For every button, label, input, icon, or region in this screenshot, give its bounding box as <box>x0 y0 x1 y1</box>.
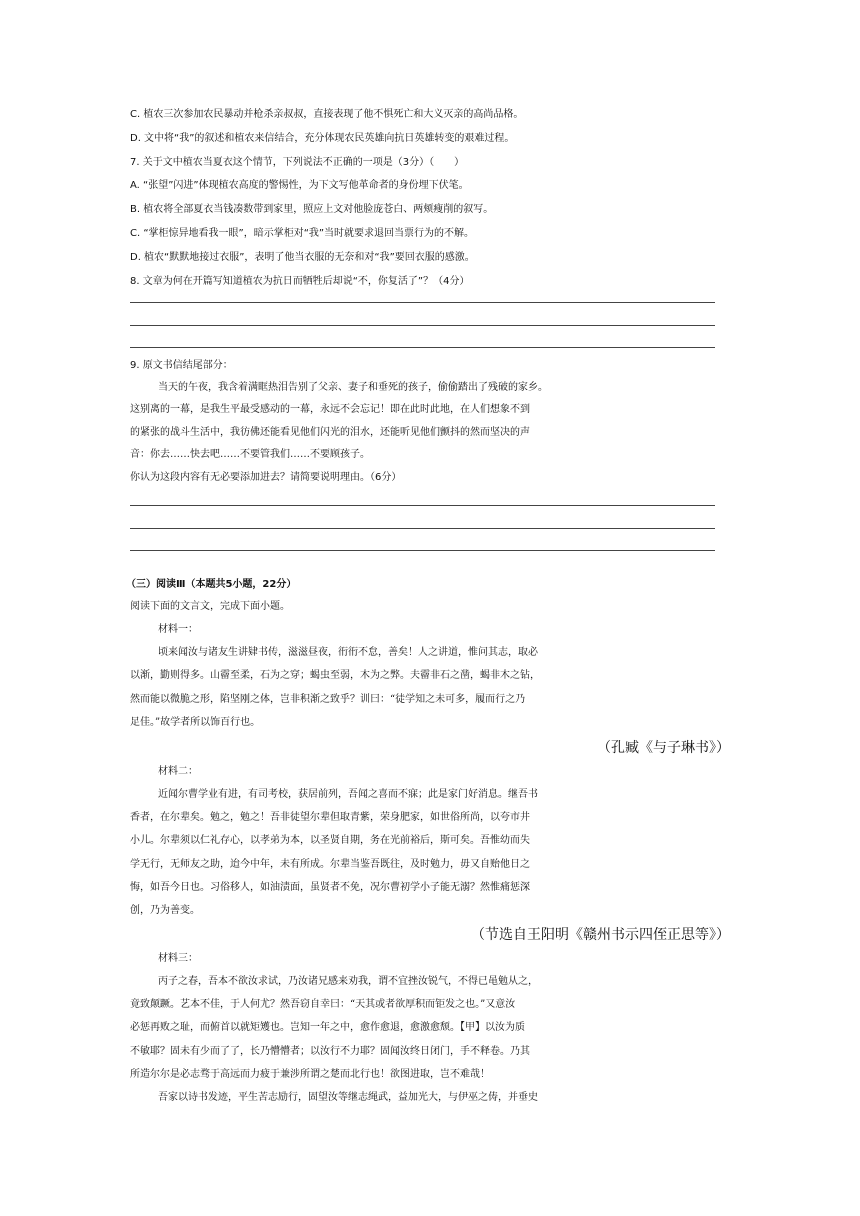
q9-question: 你认为这段内容有无必要添加进去？请简要说明理由。（6分） <box>130 472 402 483</box>
material-3-line: 吾家以诗书发迹，平生苦志励行，固望汝等继志绳武，益加光大，与伊巫之俦，并垂史 <box>158 1092 538 1103</box>
answer-line <box>130 550 715 551</box>
q9-intro: 9. 原文书信结尾部分： <box>130 360 233 371</box>
material-3-line: 丙子之春，吾本不欲汝求试，乃汝诸兄感来劝我，谓不宜挫汝锐气，不得已黾勉从之， <box>158 976 538 987</box>
q7-option-c: C. “掌柜惊异地看我一眼”，暗示掌柜对“我”当时就要求退回当票行为的不解。 <box>130 228 475 239</box>
q7-option-b: B. 植农将全部夏衣当钱凑数带到家里，照应上文对他脸庞苍白、两颊瘦削的叙写。 <box>130 204 494 215</box>
material-2-line: 香者，在尔辈矣。勉之，勉之！吾非徒望尔辈但取青紫，荣身肥家，如世俗所尚，以夸市井 <box>130 812 530 823</box>
material-3-line: 竟致颠蹶。艺本不佳，于人何尤？然吾窃自幸曰：“天其或者欲厚积而钜发之也。”又意汝 <box>130 999 516 1010</box>
material-2-line: 近闻尔曹学业有进，有司考校，获居前列，吾闻之喜而不寐；此是家门好消息。继吾书 <box>158 789 538 800</box>
material-3-line: 所造尔尔是必志骛于高远而力疲于兼涉所谓之楚而北行也！欲图进取，岂不难哉！ <box>130 1069 490 1080</box>
answer-line <box>130 505 715 506</box>
material-1-source: （孔臧《与子琳书》） <box>597 740 730 756</box>
material-1-line: 足佳。”故学者所以饰百行也。 <box>130 717 261 728</box>
material-1-label: 材料一： <box>158 624 198 635</box>
q7-option-a: A. “张望”闪进”体现植农高度的警惕性，为下文写他革命者的身份埋下伏笔。 <box>130 180 469 191</box>
material-2-line: 悔，如吾今日也。习俗移人，如油渍面，虽贤者不免，况尔曹初学小子能无溺？然惟痛惩深 <box>130 882 530 893</box>
q7-option-d: D. 植农“默默地接过衣服”，表明了他当衣服的无奈和对“我”要回衣服的感激。 <box>130 252 475 263</box>
material-1-line: 然而能以微脆之形，陷坚刚之体，岂非积渐之致乎？训曰：“徒学知之未可多，履而行之乃 <box>130 694 526 705</box>
q9-quote-line: 音：你去……快去吧……不要管我们……不要顾孩子。 <box>130 449 370 460</box>
material-2-line: 创，乃为善变。 <box>130 905 200 916</box>
q9-quote-line: 的紧张的战斗生活中，我彷佛还能看见他们闪光的泪水，还能听见他们颤抖的然而坚决的声 <box>130 427 530 438</box>
answer-line <box>130 528 715 529</box>
answer-line <box>130 302 715 303</box>
q8-stem: 8. 文章为何在开篇写知道植农为抗日而牺牲后却说“不，你复活了”？（4分） <box>130 276 470 287</box>
q9-quote-line: 当天的午夜，我含着满眶热泪告别了父亲、妻子和垂死的孩子，偷偷踏出了残破的家乡。 <box>158 382 548 393</box>
material-2-line: 小儿。尔辈须以仁礼存心，以孝弟为本，以圣贤自期，务在光前裕后，斯可矣。吾惟幼而失 <box>130 835 530 846</box>
q6-option-c: C. 植农三次参加农民暴动并枪杀亲叔叔，直接表现了他不惧死亡和大义灭亲的高尚品格。 <box>130 109 524 120</box>
q7-stem: 7. 关于文中植农当夏衣这个情节，下列说法不正确的一项是（3分）（ ） <box>130 157 465 168</box>
answer-line <box>130 347 715 348</box>
section-instruction: 阅读下面的文言文，完成下面小题。 <box>130 601 290 612</box>
material-2-line: 学无行，无师友之助，迨今中年，未有所成。尔辈当鉴吾既往，及时勉力，毋又自贻他日之 <box>130 859 530 870</box>
q9-quote-line: 这别离的一幕，是我生平最受感动的一幕，永远不会忘记！即在此时此地，在人们想象不到 <box>130 404 530 415</box>
material-3-line: 不敏耶？固未有少而了了，长乃懵懵者；以汝行不力耶？固闻汝终日闭门，手不释卷。乃其 <box>130 1046 530 1057</box>
material-1-line: 以渐，勤则得多。山霤至柔，石为之穿；蝎虫至弱，木为之弊。夫霤非石之凿，蝎非木之钻， <box>130 670 540 681</box>
q6-option-d: D. 文中将“我”的叙述和植农来信结合，充分体现农民英雄向抗日英雄转变的艰难过程。 <box>130 133 515 144</box>
material-2-source: （节选自王阳明《赣州书示四侄正思等》） <box>471 927 730 943</box>
answer-line <box>130 325 715 326</box>
material-2-label: 材料二： <box>158 766 198 777</box>
material-3-line: 必惩再败之耻，而俯首以就矩矱也。岂知一年之中，愈作愈退，愈激愈颓。【甲】以汝为质 <box>130 1022 525 1033</box>
section-heading: （三）阅读Ⅲ（本题共5小题，22分） <box>126 579 297 590</box>
material-1-line: 顷来闻汝与诸友生讲肄书传，滋滋昼夜，衎衎不怠，善矣！人之讲道，惟问其志，取必 <box>158 647 538 658</box>
material-3-label: 材料三： <box>158 953 198 964</box>
